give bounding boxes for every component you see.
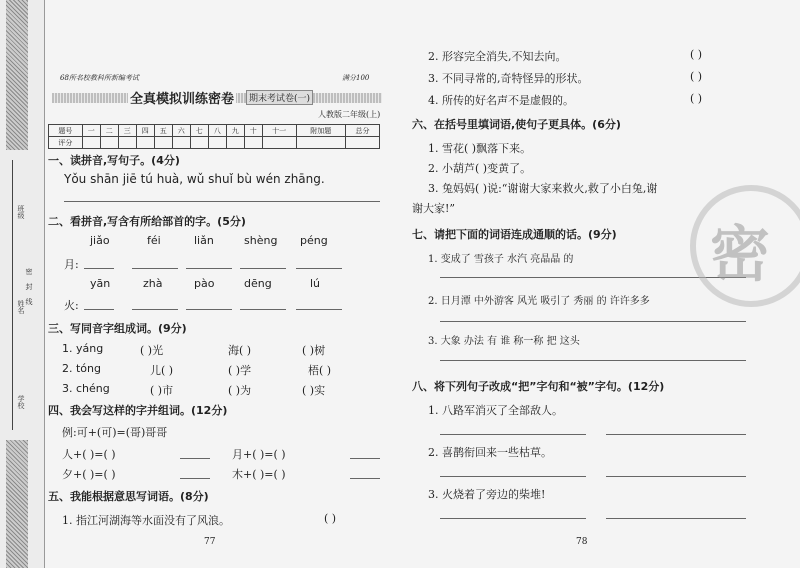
- s2-radical-1: 月:: [64, 258, 79, 271]
- s2-blank[interactable]: [84, 268, 114, 269]
- s2-pinyin: liǎn: [194, 234, 214, 247]
- s5-answer[interactable]: ( ): [690, 48, 703, 61]
- s4-item: 月+( )=( ): [232, 448, 286, 461]
- s5-answer[interactable]: ( ): [690, 92, 703, 105]
- s2-pinyin: péng: [300, 234, 328, 247]
- binding-label-xian: 线: [25, 298, 33, 305]
- decorative-pattern: [6, 440, 28, 568]
- score-cell: 一: [82, 125, 100, 137]
- s5-item: 2. 形容完全消失,不知去向。: [428, 50, 567, 63]
- s4-blank[interactable]: [180, 458, 210, 459]
- s8-answer-line[interactable]: [606, 434, 746, 435]
- page-title: 全真模拟训练密卷: [128, 88, 236, 107]
- s3-word: 儿( ): [150, 364, 174, 377]
- s8-answer-line[interactable]: [440, 476, 586, 477]
- score-cell: 六: [172, 125, 190, 137]
- s4-blank[interactable]: [350, 478, 380, 479]
- s4-item: 木+( )=( ): [232, 468, 286, 481]
- s4-blank[interactable]: [180, 478, 210, 479]
- s2-blank[interactable]: [186, 309, 232, 310]
- binding-label-mi: 密: [25, 268, 33, 275]
- s5-item: 1. 指江河湖海等水面没有了风浪。: [62, 514, 230, 527]
- s2-pinyin: lú: [310, 277, 321, 290]
- score-cell: 总分: [346, 125, 380, 137]
- score-input[interactable]: [118, 137, 136, 149]
- s3-word: ( )市: [150, 384, 174, 397]
- s3-word: ( )树: [302, 344, 326, 357]
- s3-pinyin: 1. yáng: [62, 342, 104, 355]
- s4-blank[interactable]: [350, 458, 380, 459]
- page-number-right: 78: [576, 537, 588, 547]
- binding-label-school: 学校: [17, 395, 25, 409]
- score-cell: 五: [154, 125, 172, 137]
- s2-blank[interactable]: [186, 268, 232, 269]
- s8-answer-line[interactable]: [606, 518, 746, 519]
- score-input[interactable]: [346, 137, 380, 149]
- s3-word: ( )为: [228, 384, 252, 397]
- score-cell: 十一: [262, 125, 296, 137]
- s3-heading: 三、写同音字组成词。(9分): [48, 322, 187, 335]
- s7-answer-line[interactable]: [440, 321, 746, 322]
- s7-answer-line[interactable]: [440, 360, 746, 361]
- binding-label-name: 姓名: [17, 300, 25, 314]
- s4-example: 例:可+(可)=(哥)哥哥: [62, 426, 168, 439]
- s2-pinyin: pào: [194, 277, 215, 290]
- s2-blank[interactable]: [132, 309, 178, 310]
- s6-heading: 六、在括号里填词语,使句子更具体。(6分): [412, 118, 621, 131]
- s7-heading: 七、请把下面的词语连成通顺的话。(9分): [412, 228, 617, 241]
- s3-word: ( )学: [228, 364, 252, 377]
- score-cell: 附加题: [296, 125, 346, 137]
- s2-pinyin: féi: [147, 234, 161, 247]
- s3-pinyin: 3. chéng: [62, 382, 110, 395]
- s8-answer-line[interactable]: [440, 518, 586, 519]
- score-input[interactable]: [296, 137, 346, 149]
- score-input[interactable]: [190, 137, 208, 149]
- s5-item: 3. 不同寻常的,奇特怪异的形状。: [428, 72, 589, 85]
- s7-item: 1. 变成了 雪孩子 水汽 亮晶晶 的: [428, 254, 574, 265]
- score-input[interactable]: [244, 137, 262, 149]
- s2-radical-2: 火:: [64, 299, 79, 312]
- score-cell: 七: [190, 125, 208, 137]
- title-suffix: 期末考试卷(一): [246, 90, 313, 105]
- s6-item-continued: 谢大家!”: [412, 202, 456, 215]
- s3-word: ( )实: [302, 384, 326, 397]
- s7-item: 3. 大象 办法 有 谁 称一称 把 这头: [428, 336, 580, 347]
- s2-heading: 二、看拼音,写含有所给部首的字。(5分): [48, 215, 246, 228]
- score-cell: 四: [136, 125, 154, 137]
- s3-word: 海( ): [228, 344, 252, 357]
- s2-pinyin: shèng: [244, 234, 278, 247]
- score-input[interactable]: [154, 137, 172, 149]
- s2-pinyin: yān: [90, 277, 111, 290]
- s2-pinyin: zhà: [143, 277, 163, 290]
- s1-pinyin: Yǒu shān jiē tú huà, wǔ shuǐ bù wén zhāng.: [64, 172, 325, 186]
- s5-heading: 五、我能根据意思写词语。(8分): [48, 490, 209, 503]
- score-cell: 九: [226, 125, 244, 137]
- decorative-pattern: [6, 0, 28, 150]
- s2-blank[interactable]: [132, 268, 178, 269]
- binding-strip: [0, 0, 45, 568]
- seal-line: [12, 160, 13, 430]
- page-number-left: 77: [204, 537, 216, 547]
- score-cell: 评分: [49, 137, 83, 149]
- s1-answer-line[interactable]: [64, 201, 380, 202]
- score-input[interactable]: [262, 137, 296, 149]
- score-input[interactable]: [82, 137, 100, 149]
- score-input[interactable]: [172, 137, 190, 149]
- s4-item: 夕+( )=( ): [62, 468, 116, 481]
- s8-heading: 八、将下列句子改成“把”字句和“被”字句。(12分): [412, 380, 665, 393]
- score-table: [48, 124, 380, 149]
- s8-item: 2. 喜鹊衔回来一些枯草。: [428, 446, 552, 459]
- s6-item: 1. 雪花( )飘落下来。: [428, 142, 532, 155]
- score-cell: 十: [244, 125, 262, 137]
- score-input[interactable]: [136, 137, 154, 149]
- s2-blank[interactable]: [240, 309, 286, 310]
- stamp-text: 密: [710, 220, 770, 290]
- s2-pinyin: dēng: [244, 277, 272, 290]
- score-cell: 题号: [49, 125, 83, 137]
- binding-label-class: 班级: [17, 205, 25, 219]
- s8-answer-line[interactable]: [606, 476, 746, 477]
- s6-item: 3. 兔妈妈( )说:“谢谢大家来救火,救了小白兔,谢: [428, 182, 658, 195]
- s5-answer[interactable]: ( ): [690, 70, 703, 83]
- s4-heading: 四、我会写这样的字并组词。(12分): [48, 404, 228, 417]
- s2-blank[interactable]: [296, 268, 342, 269]
- s3-word: ( )光: [140, 344, 164, 357]
- edition: 人教版二年级(上): [318, 110, 381, 119]
- s5-answer[interactable]: ( ): [324, 512, 337, 525]
- score-cell: 二: [100, 125, 118, 137]
- s1-heading: 一、读拼音,写句子。(4分): [48, 154, 180, 167]
- score-cell: 八: [208, 125, 226, 137]
- s2-blank[interactable]: [84, 309, 114, 310]
- s3-word: 梧( ): [308, 364, 332, 377]
- score-input[interactable]: [100, 137, 118, 149]
- s4-item: 人+( )=( ): [62, 448, 116, 461]
- s8-item: 3. 火烧着了旁边的柴堆!: [428, 488, 546, 501]
- score-input[interactable]: [226, 137, 244, 149]
- s2-pinyin: jiǎo: [90, 234, 110, 247]
- confidential-stamp: [690, 185, 800, 307]
- s3-pinyin: 2. tóng: [62, 362, 101, 375]
- s2-blank[interactable]: [240, 268, 286, 269]
- score-label: 满分100: [342, 74, 370, 82]
- s5-item: 4. 所传的好名声不是虚假的。: [428, 94, 574, 107]
- s7-item: 2. 日月潭 中外游客 风光 吸引了 秀丽 的 许许多多: [428, 296, 650, 307]
- score-input[interactable]: [208, 137, 226, 149]
- s8-answer-line[interactable]: [440, 434, 586, 435]
- binding-label-feng: 封: [25, 283, 33, 290]
- s8-item: 1. 八路军消灭了全部敌人。: [428, 404, 563, 417]
- header-small: 68所名校教科所新编考试: [60, 74, 139, 82]
- score-cell: 三: [118, 125, 136, 137]
- s2-blank[interactable]: [296, 309, 342, 310]
- s6-item: 2. 小葫芦( )变黄了。: [428, 162, 532, 175]
